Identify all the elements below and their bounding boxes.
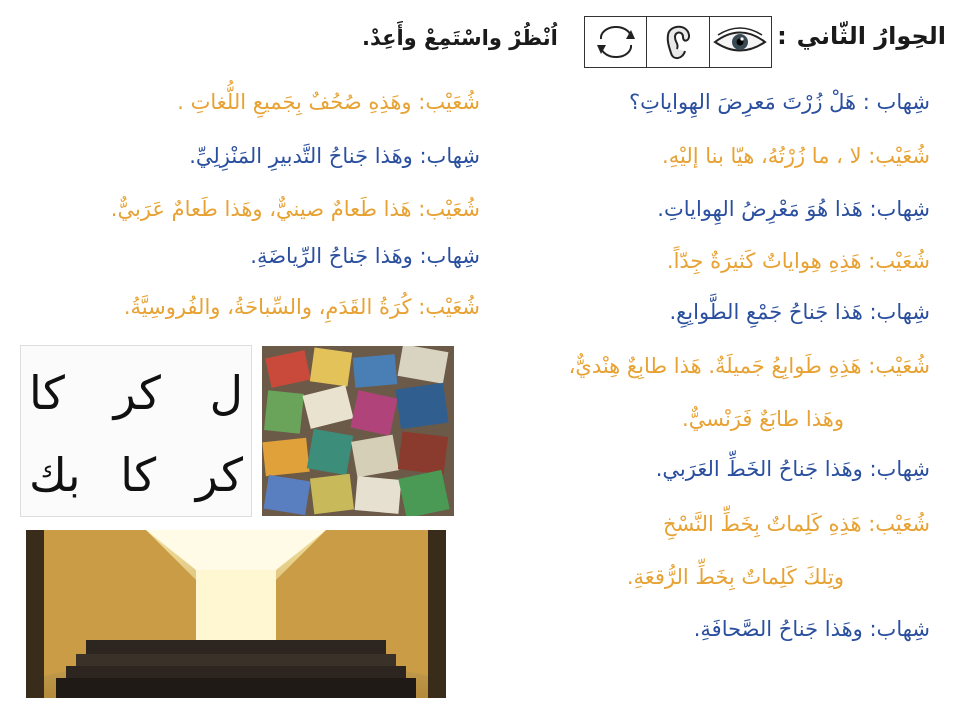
stamps-image xyxy=(262,346,454,516)
dialogue-line: شُعَيْب: لا ، ما زُرْتُهُ، هيّا بنا إليْهِ. xyxy=(662,144,930,168)
dialogue-line: شُعَيْب: هَذا طَعامٌ صينيٌّ، وهَذا طَعامٌ عَرَبيٌّ. xyxy=(110,197,480,221)
calligraphy-glyph: كر xyxy=(113,366,161,420)
dialogue-line: وهَذا طابَعٌ فَرَنْسيٌّ. xyxy=(682,407,844,431)
dialogue-line: شِهاب: وهَذا جَناحُ الخَطِّ العَرَبي. xyxy=(655,457,930,481)
dialogue-line: شِهاب: هَذا جَناحُ جَمْعِ الطَّوابِعِ. xyxy=(669,300,930,324)
dialogue-line: شِهاب: وهَذا جَناحُ التَّدبيرِ المَنْزِلِيِّ. xyxy=(189,144,480,168)
repeat-arrows-icon xyxy=(585,17,646,67)
dialogue-line: شُعَيْب: كُرَةُ القَدَمِ، والسِّباحَةُ، والفُروسِيَّةُ. xyxy=(123,295,480,319)
instruction-text: اُنْظُرْ واسْتَمِعْ وأَعِدْ. xyxy=(362,26,558,50)
dialogue-line: شُعَيْب: هَذِهِ كَلِماتٌ بِخَطِّ النَّسْخِ xyxy=(662,512,930,536)
dialogue-line: شُعَيْب: وهَذِهِ صُحُفٌ بِجَميعِ اللُّغاتِ . xyxy=(177,90,480,114)
dialogue-line: شِهاب: وهَذا جَناحُ الصَّحافَةِ. xyxy=(693,617,930,641)
page-title xyxy=(767,22,946,50)
exhibition-hall-image xyxy=(26,530,446,698)
dialogue-line: شُعَيْب: هَذِهِ هِواياتٌ كَثيرَةٌ جِدّاً. xyxy=(666,249,930,273)
dialogue-line: وتِلكَ كَلِماتٌ بِخَطِّ الرُّقعَةِ. xyxy=(626,565,844,589)
calligraphy-glyph: بك xyxy=(29,448,81,502)
calligraphy-glyph: ل xyxy=(209,366,243,420)
title-text: الحِوارُ الثّاني xyxy=(796,22,946,50)
dialogue-line: شِهاب: وهَذا جَناحُ الرِّياضَةِ. xyxy=(250,244,480,268)
ear-icon xyxy=(646,17,708,67)
eye-icon xyxy=(709,17,771,67)
dialogue-line: شِهاب: هَذا هُوَ مَعْرِضُ الهِواياتِ. xyxy=(657,197,930,221)
title-colon: : xyxy=(777,22,787,50)
dialogue-line: شُعَيْب: هَذِهِ طَوابِعُ جَميلَةٌ. هَذا طابِعٌ هِنْديٌّ، xyxy=(568,354,930,378)
dialogue-line: شِهاب : هَلْ زُرْتَ مَعرِضَ الهِواياتِ؟ xyxy=(628,90,930,114)
activity-icons xyxy=(584,16,772,68)
calligraphy-glyph: كا xyxy=(120,448,157,502)
calligraphy-image xyxy=(20,345,252,517)
calligraphy-glyph: كا xyxy=(29,366,65,420)
calligraphy-glyph: كر xyxy=(195,448,243,502)
